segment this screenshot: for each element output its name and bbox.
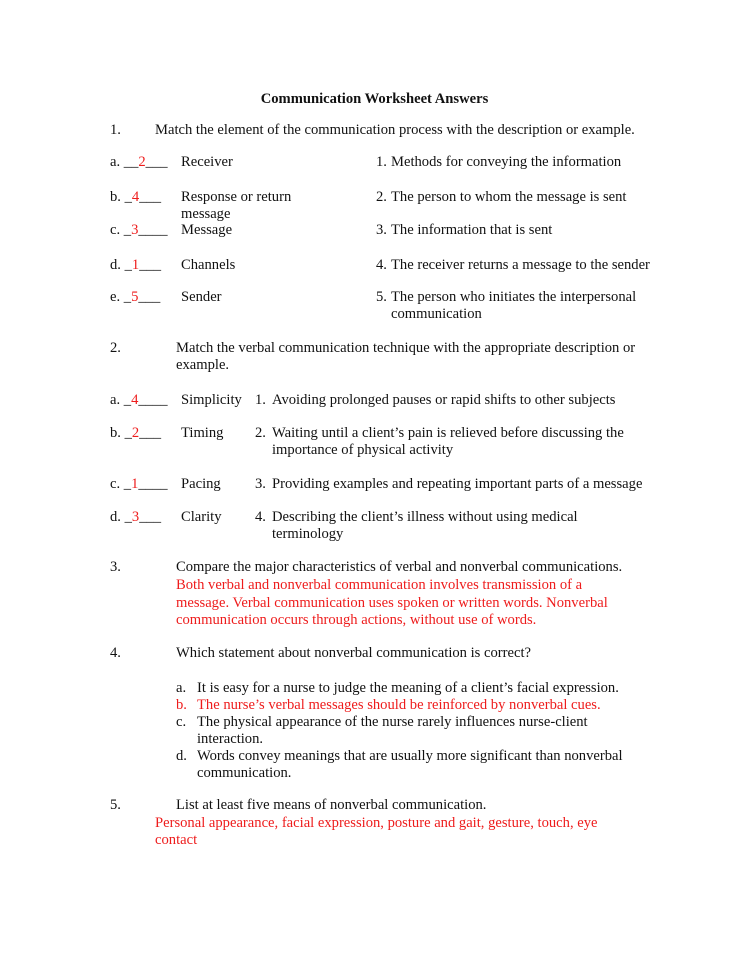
desc-text: The person who initiates the interpersonal [391, 289, 637, 305]
term: Receiver [181, 154, 233, 170]
option-text: The nurse’s verbal messages should be reinforced by nonverbal cues. [197, 697, 601, 713]
answer-blank [110, 425, 161, 442]
desc-number: 1. [376, 154, 387, 170]
option-text-cont: interaction. [197, 731, 264, 747]
blank-part: ____ [138, 476, 168, 492]
term: Sender [181, 289, 222, 305]
desc-number: 1. [255, 392, 266, 408]
answer-blank [110, 476, 168, 493]
term-cont: message [181, 206, 231, 222]
question-number: 1. [110, 122, 121, 138]
answer-blank [110, 222, 168, 239]
blank-part: b. _ [110, 425, 132, 441]
blank-part: ___ [139, 425, 162, 441]
answer-value: 3 [131, 222, 139, 238]
desc-number: 4. [376, 257, 387, 273]
desc-text: The person to whom the message is sent [391, 189, 627, 205]
answer-blank [110, 392, 168, 409]
term: Pacing [181, 476, 221, 492]
answer-blank [110, 154, 168, 171]
blank-part: c. _ [110, 222, 132, 238]
desc-number: 5. [376, 289, 387, 305]
page-title: Communication Worksheet Answers [260, 91, 489, 107]
answer-blank [110, 257, 161, 274]
blank-part: ___ [139, 189, 162, 205]
answer-value: 2 [138, 154, 146, 170]
desc-number: 3. [255, 476, 266, 492]
desc-text: Describing the client’s illness without using medical [272, 509, 578, 525]
question-number: 5. [110, 797, 121, 813]
answer-value: 4 [131, 189, 140, 205]
answer-line: Personal appearance, facial expression, posture and gait, gesture, touch, eye [155, 815, 598, 831]
answer-blank [110, 189, 161, 206]
blank-part: d. _ [110, 509, 132, 525]
term: Timing [181, 425, 224, 441]
blank-part: ___ [138, 289, 161, 305]
option-letter: a. [176, 680, 187, 696]
blank-part: e. _ [110, 289, 132, 305]
desc-text: Methods for conveying the information [391, 154, 622, 170]
blank-part: a. __ [110, 154, 139, 170]
term: Channels [181, 257, 236, 273]
option-letter: c. [176, 714, 187, 730]
answer-value: 2 [131, 425, 140, 441]
term: Clarity [181, 509, 222, 525]
desc-text: Waiting until a client’s pain is relieved before discussing the [272, 425, 624, 441]
blank-part: c. _ [110, 476, 132, 492]
term: Message [181, 222, 233, 238]
question-prompt-cont: example. [176, 357, 230, 373]
desc-text: Avoiding prolonged pauses or rapid shifts to other subjects [272, 392, 616, 408]
blank-part: ___ [139, 257, 162, 273]
question-number: 2. [110, 340, 121, 356]
answer-line: communication occurs through actions, without use of words. [176, 612, 537, 628]
answer-value: 5 [131, 289, 139, 305]
question-prompt: Compare the major characteristics of verbal and nonverbal communications. [176, 559, 623, 575]
answer-value: 1 [131, 257, 140, 273]
blank-part: b. _ [110, 189, 132, 205]
answer-value: 4 [131, 392, 139, 408]
question-number: 3. [110, 559, 121, 575]
answer-value: 1 [131, 476, 139, 492]
answer-line: message. Verbal communication uses spoken or written words. Nonverbal [176, 595, 608, 611]
desc-number: 2. [376, 189, 387, 205]
blank-part: ___ [139, 509, 162, 525]
question-number: 4. [110, 645, 121, 661]
desc-text-cont: communication [391, 306, 482, 322]
desc-number: 2. [255, 425, 266, 441]
question-prompt: Match the element of the communication process with the description or example. [155, 122, 635, 138]
term: Simplicity [181, 392, 242, 408]
answer-blank [110, 289, 160, 306]
blank-part: ____ [138, 392, 168, 408]
option-text: The physical appearance of the nurse rarely influences nurse-client [197, 714, 588, 730]
desc-number: 4. [255, 509, 266, 525]
blank-part: ____ [138, 222, 168, 238]
blank-part: a. _ [110, 392, 132, 408]
question-prompt: List at least five means of nonverbal communication. [176, 797, 487, 813]
term: Response or return [181, 189, 292, 205]
option-letter: d. [176, 748, 187, 764]
question-prompt: Match the verbal communication technique with the appropriate description or [176, 340, 636, 356]
option-text-cont: communication. [197, 765, 292, 781]
question-prompt: Which statement about nonverbal communication is correct? [176, 645, 531, 661]
option-text: Words convey meanings that are usually more significant than nonverbal [197, 748, 623, 764]
answer-value: 3 [131, 509, 140, 525]
desc-number: 3. [376, 222, 387, 238]
desc-text: The information that is sent [391, 222, 553, 238]
option-text: It is easy for a nurse to judge the meaning of a client’s facial expression. [197, 680, 619, 696]
desc-text: The receiver returns a message to the sender [391, 257, 650, 273]
desc-text-cont: importance of physical activity [272, 442, 454, 458]
blank-part: d. _ [110, 257, 132, 273]
desc-text-cont: terminology [272, 526, 344, 542]
answer-line: contact [155, 832, 198, 848]
desc-text: Providing examples and repeating important parts of a message [272, 476, 643, 492]
option-letter: b. [176, 697, 187, 713]
answer-blank [110, 509, 161, 526]
answer-line: Both verbal and nonverbal communication involves transmission of a [176, 577, 583, 593]
blank-part: ___ [145, 154, 168, 170]
